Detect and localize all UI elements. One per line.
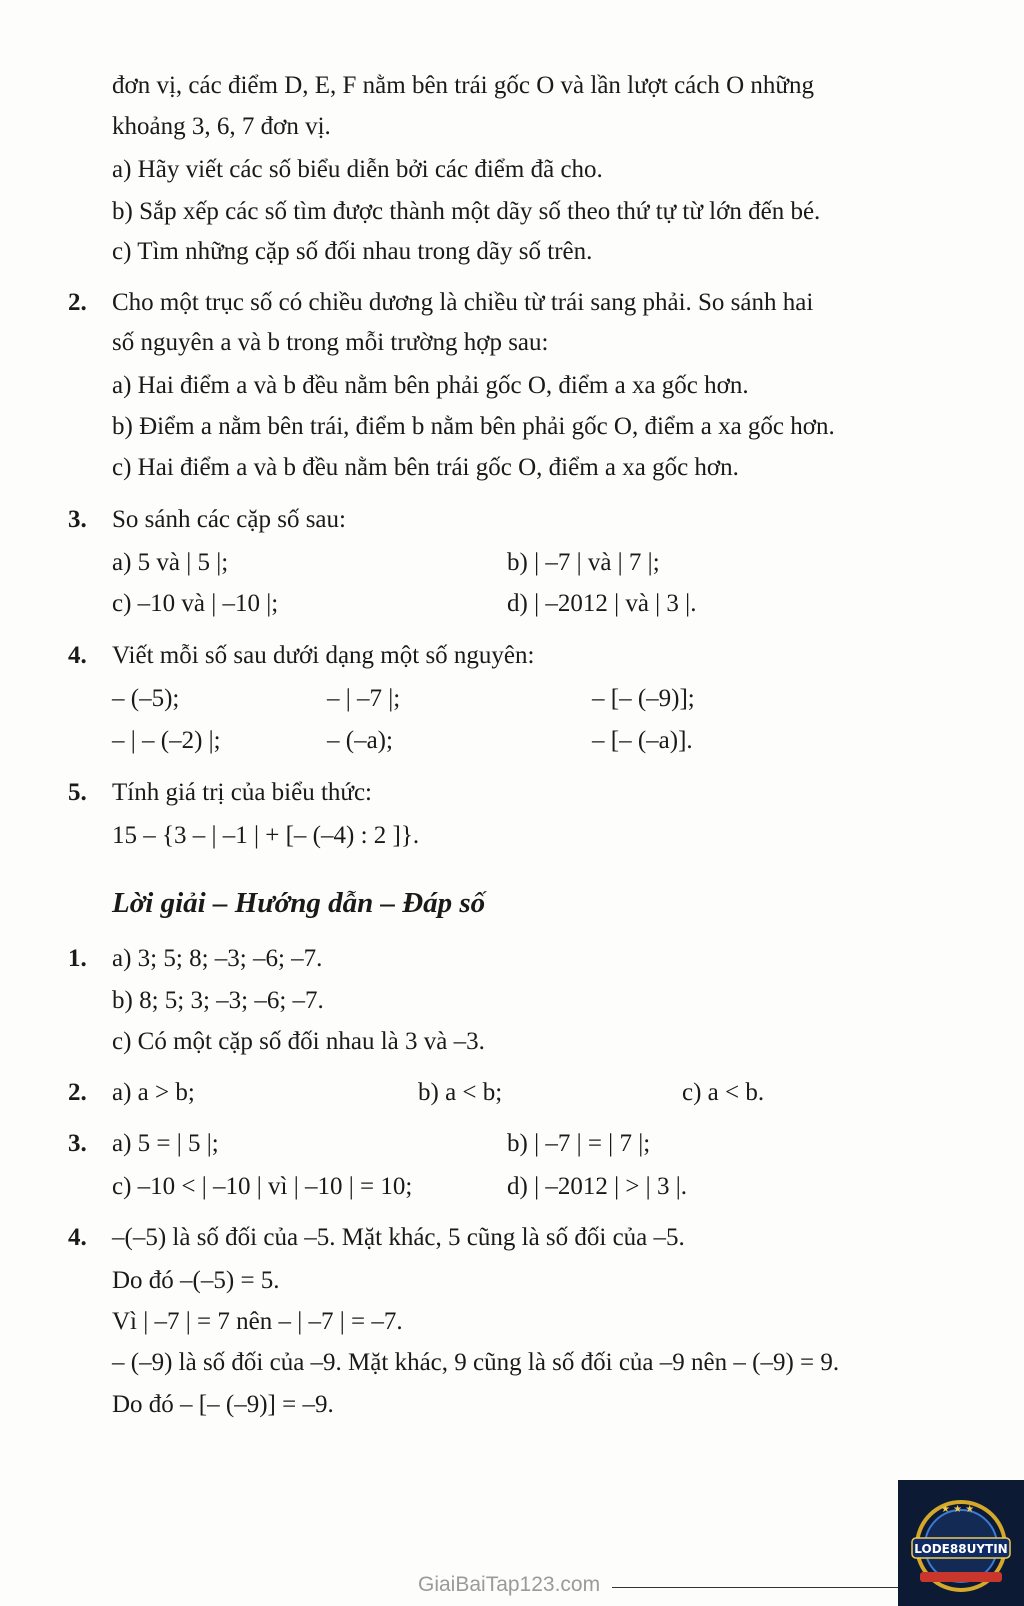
logo-text: LODE88UYTIN — [914, 1542, 1008, 1556]
ex2-text-line2: số nguyên a và b trong mỗi trường hợp sau: — [112, 329, 549, 356]
ex3-part-c: c) –10 và | –10 |; — [112, 590, 279, 617]
footer-watermark: GiaiBaiTap123.com — [418, 1573, 601, 1596]
ex1-part-a: a) Hãy viết các số biểu diễn bởi các điểm đã cho. — [112, 156, 603, 183]
ex3-text: So sánh các cặp số sau: — [112, 506, 346, 533]
footer-rule — [612, 1587, 902, 1588]
ex2-part-c: c) Hai điểm a và b đều nằm bên trái gốc O, điểm a xa gốc hơn. — [112, 454, 739, 481]
ex1-text-line1: đơn vị, các điểm D, E, F nằm bên trái gốc O và lần lượt cách O những — [112, 72, 814, 99]
sol3-part-b: b) | –7 | = | 7 |; — [507, 1130, 651, 1157]
sol3-number: 3. — [68, 1130, 87, 1157]
svg-text:★ ★ ★: ★ ★ ★ — [941, 1504, 975, 1515]
logo-badge-icon — [898, 1480, 1024, 1606]
sol2-number: 2. — [68, 1079, 87, 1106]
sol3-part-d: d) | –2012 | > | 3 |. — [507, 1173, 687, 1200]
ex5-text: Tính giá trị của biểu thức: — [112, 779, 372, 806]
ex1-part-c: c) Tìm những cặp số đối nhau trong dãy số trên. — [112, 238, 593, 265]
sol2-part-c: c) a < b. — [682, 1079, 765, 1106]
sol2-part-b: b) a < b; — [418, 1079, 503, 1106]
sol1-number: 1. — [68, 945, 87, 972]
sol1-part-a: a) 3; 5; 8; –3; –6; –7. — [112, 945, 323, 972]
sol4-line4: – (–9) là số đối của –9. Mặt khác, 9 cũng là số đối của –9 nên – (–9) = 9. — [112, 1349, 840, 1376]
sol3-part-c: c) –10 < | –10 | vì | –10 | = 10; — [112, 1173, 413, 1200]
ex1-text-line2: khoảng 3, 6, 7 đơn vị. — [112, 113, 331, 140]
ex2-part-a: a) Hai điểm a và b đều nằm bên phải gốc O, điểm a xa gốc hơn. — [112, 372, 749, 399]
ex4-item-6: – [– (–a)]. — [592, 727, 693, 754]
sol2-part-a: a) a > b; — [112, 1079, 195, 1106]
sol4-line1: –(–5) là số đối của –5. Mặt khác, 5 cũng là số đối của –5. — [112, 1224, 685, 1251]
ex4-text: Viết mỗi số sau dưới dạng một số nguyên: — [112, 642, 535, 669]
ex5-expression: 15 – {3 – | –1 | + [– (–4) : 2 ]}. — [112, 822, 420, 849]
ex3-part-a: a) 5 và | 5 |; — [112, 549, 229, 576]
ex4-item-4: – | – (–2) |; — [112, 727, 221, 754]
ex4-item-3: – [– (–9)]; — [592, 685, 695, 712]
sol1-part-b: b) 8; 5; 3; –3; –6; –7. — [112, 987, 324, 1014]
solutions-heading: Lời giải – Hướng dẫn – Đáp số — [112, 887, 486, 919]
ex2-part-b: b) Điểm a nằm bên trái, điểm b nằm bên phải gốc O, điểm a xa gốc hơn. — [112, 413, 835, 440]
ex2-number: 2. — [68, 289, 87, 316]
sol4-line2: Do đó –(–5) = 5. — [112, 1267, 280, 1294]
ex4-item-1: – (–5); — [112, 685, 180, 712]
sol4-line3: Vì | –7 | = 7 nên – | –7 | = –7. — [112, 1308, 403, 1335]
sol4-line5: Do đó – [– (–9)] = –9. — [112, 1391, 334, 1418]
ex2-text-line1: Cho một trục số có chiều dương là chiều từ trái sang phải. So sánh hai — [112, 289, 814, 316]
corner-logo — [898, 1480, 1024, 1606]
ex5-number: 5. — [68, 779, 87, 806]
ex4-number: 4. — [68, 642, 87, 669]
sol1-part-c: c) Có một cặp số đối nhau là 3 và –3. — [112, 1028, 485, 1055]
ex3-part-b: b) | –7 | và | 7 |; — [507, 549, 660, 576]
ex4-item-5: – (–a); — [327, 727, 393, 754]
ex3-part-d: d) | –2012 | và | 3 |. — [507, 590, 697, 617]
ex3-number: 3. — [68, 506, 87, 533]
ex4-item-2: – | –7 |; — [327, 685, 401, 712]
sol3-part-a: a) 5 = | 5 |; — [112, 1130, 219, 1157]
sol4-number: 4. — [68, 1224, 87, 1251]
ex1-part-b: b) Sắp xếp các số tìm được thành một dãy số theo thứ tự từ lớn đến bé. — [112, 198, 821, 225]
